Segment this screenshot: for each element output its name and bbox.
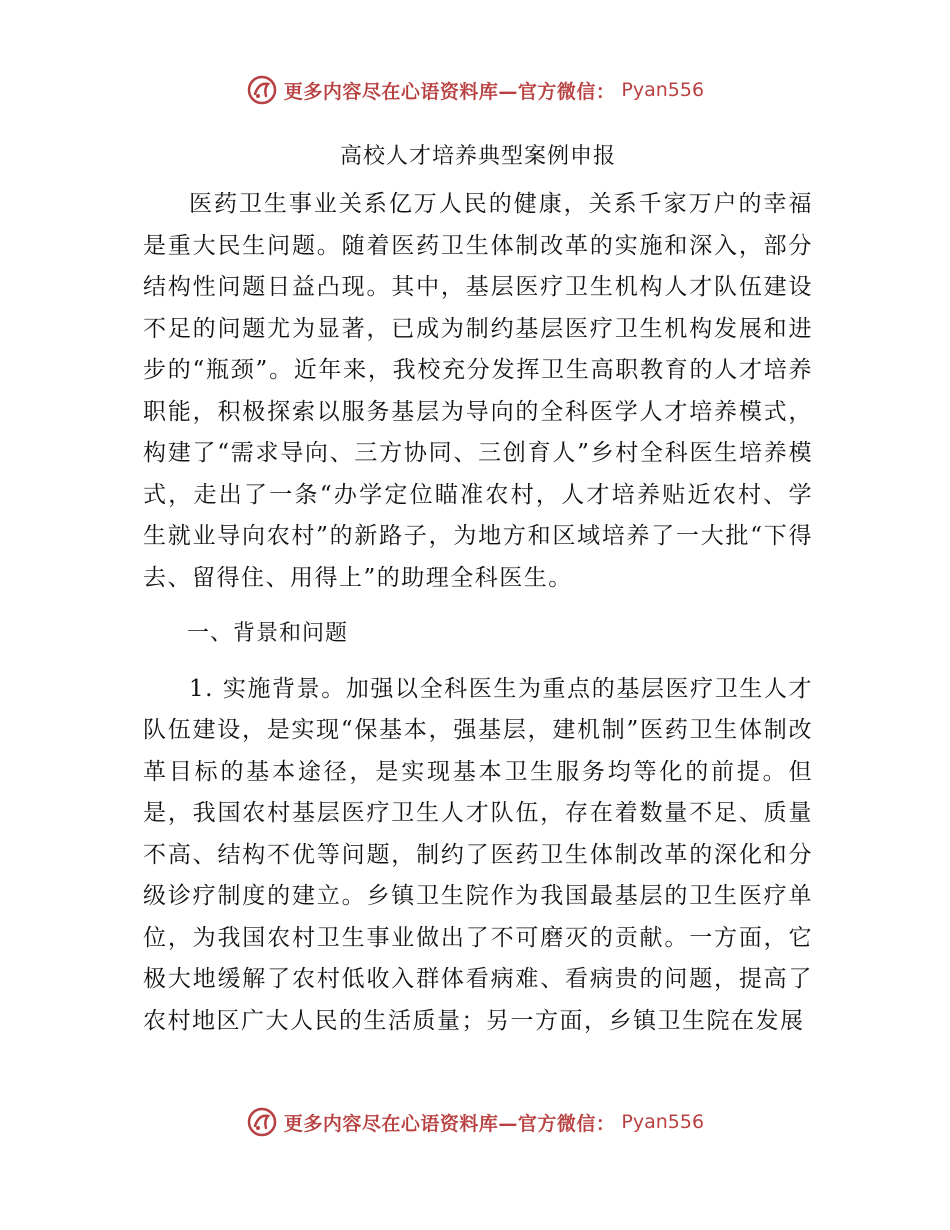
section-heading: 一、背景和问题 [187,621,349,646]
document-body [143,142,813,1042]
footer-banner [0,1102,950,1142]
document-title: 高校人才培养典型案例申报 [339,144,616,169]
intro-paragraph: 医药卫生事业关系亿万人民的健康，关系千家万户的幸福是重大民生问题。随着医药卫生体制改革的实施和深入，部分结构性问题日益凸现。其中，基层医疗卫生机构人才队伍建设不足的问题尤为显著，已成为制约基层医疗卫生机构发展和进步的“瓶颈”。近年来，我校充分发挥卫生高职教育的人才培养职能，积极探索以服务基层为导向的全科医学人才培养模式，构建了“需求导向、三方协同、三创育人”乡村全科医生培养模式，走出了一条“办学定位瞄准农村，人才培养贴近农村、学生就业导向农村”的新路子，为地方和区域培养了一大批“下得去、留得住、用得上”的助理全科医生。 [143,191,813,591]
banner-text: 更多内容尽在心语资料库—官方微信： [283,80,616,103]
banner-contact: Pyan556 [621,79,705,101]
section-paragraph: 1. 实施背景。加强以全科医生为重点的基层医疗卫生人才队伍建设，是实现“保基本，强基层，建机制”医药卫生体制改革目标的基本途径，是实现基本卫生服务均等化的前提。但是，我国农村基层医疗卫生人才队伍，存在着数量不足、质量不高、结构不优等问题，制约了医药卫生体制改革的深化和分级诊疗制度的建立。乡镇卫生院作为我国最基层的卫生医疗单位，为我国农村卫生事业做出了不可磨灭的贡献。一方面，它极大地缓解了农村低收入群体看病难、看病贵的问题，提高了农村地区广大人民的生活质量；另一方面，乡镇卫生院在发展 [143,675,813,1034]
banner-contact: Pyan556 [621,1111,705,1133]
banner-text: 更多内容尽在心语资料库—官方微信： [283,1112,616,1135]
header-banner [0,70,950,110]
red-seal-logo-icon [246,1106,278,1138]
red-seal-logo-icon [246,74,278,106]
